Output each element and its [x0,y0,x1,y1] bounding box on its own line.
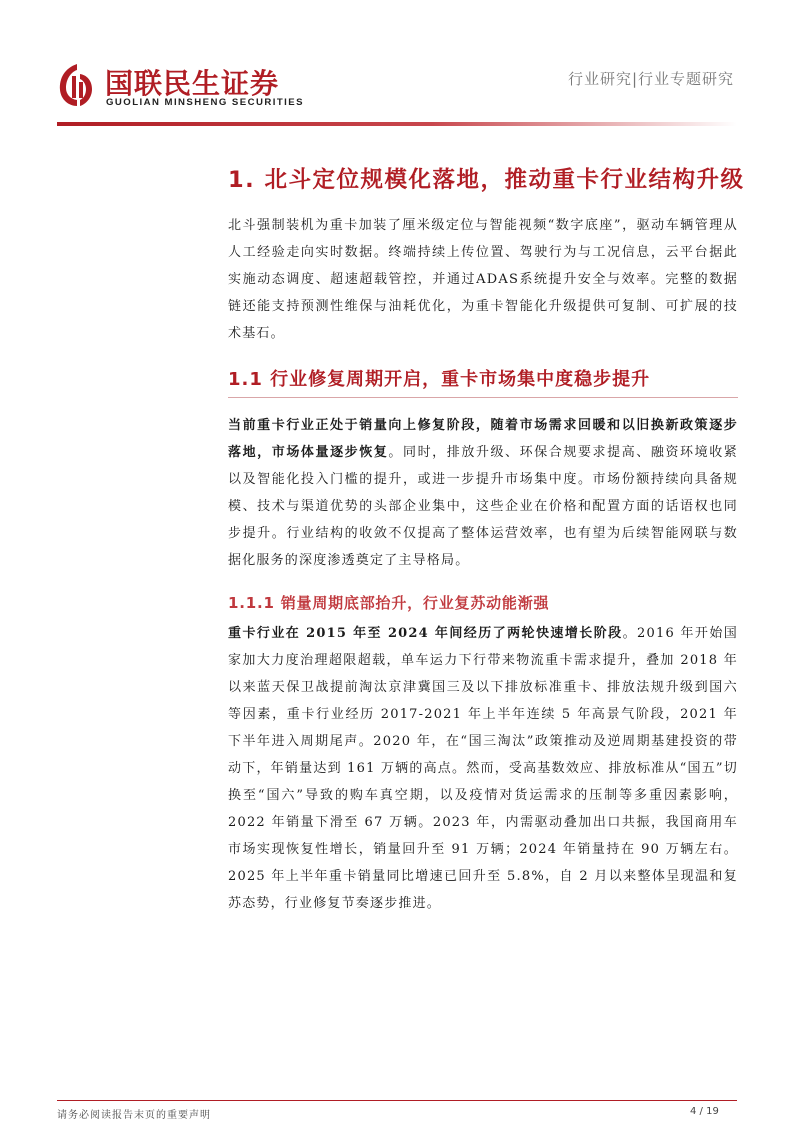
report-category: 行业研究|行业专题研究 [567,70,734,88]
section-title-1: 1. 北斗定位规模化落地，推动重卡行业结构升级 [228,167,745,193]
section-1-paragraph: 北斗强制装机为重卡加装了厘米级定位与智能视频“数字底座”，驱动车辆管理从人工经验走向实时数据。终端持续上传位置、驾驶行为与工况信息，云平台据此实施动态调度、超速超载管控，并通过ADAS系统提升安全与效率。完整的数据链还能支持预测性维保与油耗优化，为重卡智能化升级提供可复制、可扩展的技术基石。 [228,218,738,341]
header-divider [57,122,737,126]
footer-disclaimer: 请务必阅读报告末页的重要声明 [57,1110,211,1121]
section-1-1-1-lead-bold: 重卡行业在 2015 年至 2024 年间经历了两轮快速增长阶段 [228,626,623,641]
logo-english-text: GUOLIAN MINSHENG SECURITIES [106,97,304,108]
logo-mark-icon [57,62,97,108]
footer-divider [57,1100,737,1101]
page-header [0,0,794,130]
section-title-1-1-1: 1.1.1 销量周期底部抬升，行业复苏动能渐强 [228,594,550,612]
section-1-1-paragraph [228,412,738,574]
section-1-1-lead-bold: 当前重卡行业正处于销量向上修复阶段，随着市场需求回暖和以旧换新政策逐步落地，市场体量逐步恢复 [228,418,738,460]
company-logo [57,62,347,112]
section-1-1-body: 。同时，排放升级、环保合规要求提高、融资环境收紧以及智能化投入门槛的提升，或进一步提升市场集中度。市场份额持续向具备规模、技术与渠道优势的头部企业集中，这些企业在价格和配置方面的话语权也同步提升。行业结构的收敛不仅提高了整体运营效率，也有望为后续智能网联与数据化服务的深度渗透奠定了主导格局。 [228,445,738,568]
logo-chinese-text: 国联民生证券 [105,67,280,100]
main-content [228,160,745,917]
page-number: 4 / 19 [690,1106,719,1117]
section-1-1-1-paragraph [228,620,738,917]
section-1-1-1-body: 。2016 年开始国家加大力度治理超限超载，单车运力下行带来物流重卡需求提升，叠加 2018 年以来蓝天保卫战提前淘汰京津冀国三及以下排放标准重卡、排放法规升级到国六等因素，重卡行业经历 2017-2021 年上半年连续 5 年高景气阶段，2021 年下半年进入周期尾声。2020 年，在“国三淘汰”政策推动及逆周期基建投资的带动下，年销量达到 161 万辆的高点。然而，受高基数效应、排放标准从“国五”切换至“国六”导致的购车真空期，以及疫情对货运需求的压制等多重因素影响，2022 年销量下滑至 67 万辆。2023 年，内需驱动叠加出口共振，我国商用车市场实现恢复性增长，销量回升至 91 万辆；2024 年销量持在 90 万辆左右。2025 年上半年重卡销量同比增速已回升至 5.8%，自 2 月以来整体呈现温和复苏态势，行业修复节奏逐步推进。 [228,626,739,911]
section-title-1-1: 1.1 行业修复周期开启，重卡市场集中度稳步提升 [228,363,738,398]
